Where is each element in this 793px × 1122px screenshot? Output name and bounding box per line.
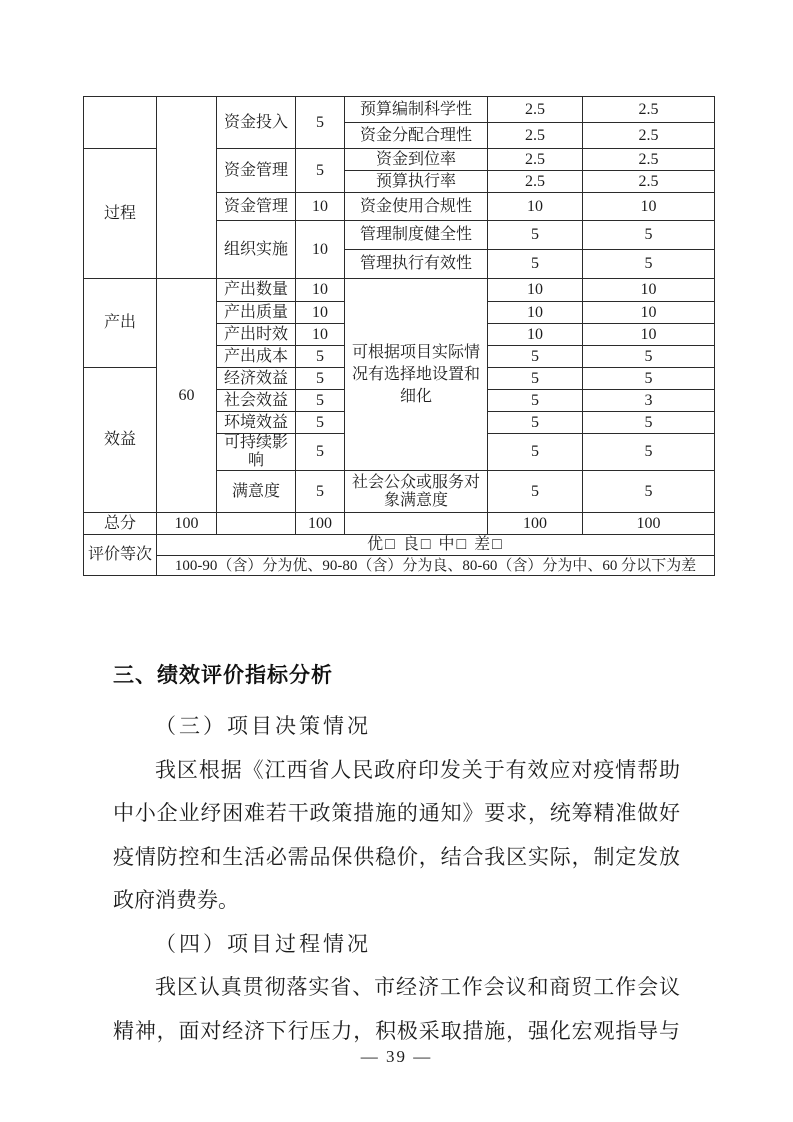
table-cell: 2.5 bbox=[488, 123, 583, 149]
table-cell: 预算执行率 bbox=[345, 171, 488, 193]
table-cell: 资金投入 bbox=[217, 97, 296, 149]
table-cell: 5 bbox=[488, 390, 583, 412]
table-cell: 过程 bbox=[84, 149, 157, 279]
table-cell: 60 bbox=[157, 279, 217, 513]
table-row bbox=[84, 97, 715, 123]
table-cell: 产出质量 bbox=[217, 302, 296, 324]
table-cell: 2.5 bbox=[488, 171, 583, 193]
table-row bbox=[84, 513, 715, 535]
table-cell: 可根据项目实际情况有选择地设置和细化 bbox=[345, 279, 488, 471]
table-cell: 资金到位率 bbox=[345, 149, 488, 171]
table-cell: 10 bbox=[583, 302, 715, 324]
table-cell: 可持续影响 bbox=[217, 434, 296, 471]
table-cell: 5 bbox=[488, 471, 583, 513]
table-cell: 10 bbox=[296, 221, 345, 279]
table-cell: 预算编制科学性 bbox=[345, 97, 488, 123]
table-cell: 5 bbox=[583, 250, 715, 279]
table-cell: 10 bbox=[583, 279, 715, 302]
table-cell: 5 bbox=[583, 412, 715, 434]
table-cell bbox=[157, 97, 217, 279]
table-cell: 经济效益 bbox=[217, 368, 296, 390]
table-cell bbox=[84, 97, 157, 149]
table-cell: 10 bbox=[296, 193, 345, 221]
table-cell: 产出时效 bbox=[217, 324, 296, 346]
table-cell: 5 bbox=[488, 221, 583, 250]
table-cell: 100 bbox=[488, 513, 583, 535]
table-cell: 产出数量 bbox=[217, 279, 296, 302]
table-cell: 5 bbox=[296, 412, 345, 434]
table-cell: 5 bbox=[296, 471, 345, 513]
table-cell: 管理执行有效性 bbox=[345, 250, 488, 279]
table-body bbox=[84, 97, 715, 576]
table-cell: 2.5 bbox=[583, 149, 715, 171]
table-row bbox=[84, 279, 715, 302]
table-cell: 产出成本 bbox=[217, 346, 296, 368]
table-cell: 资金分配合理性 bbox=[345, 123, 488, 149]
body-text bbox=[113, 654, 680, 1053]
table-cell: 5 bbox=[583, 471, 715, 513]
table-cell: 3 bbox=[583, 390, 715, 412]
table-cell: 10 bbox=[583, 324, 715, 346]
table-cell: 5 bbox=[296, 346, 345, 368]
table-cell: 环境效益 bbox=[217, 412, 296, 434]
paragraph-line: 精神，面对经济下行压力，积极采取措施，强化宏观指导与 bbox=[113, 1018, 680, 1043]
table-cell: 10 bbox=[296, 302, 345, 324]
table-cell: 100 bbox=[583, 513, 715, 535]
table-cell: 5 bbox=[296, 97, 345, 149]
subsection-heading-3: （三）项目决策情况 bbox=[155, 714, 371, 738]
table-cell: 组织实施 bbox=[217, 221, 296, 279]
table-cell: 2.5 bbox=[583, 123, 715, 149]
table-cell: 5 bbox=[583, 221, 715, 250]
table-cell: 10 bbox=[296, 279, 345, 302]
table-cell: 5 bbox=[583, 346, 715, 368]
table-cell: 2.5 bbox=[583, 171, 715, 193]
table-cell: 2.5 bbox=[583, 97, 715, 123]
paragraph-line: 中小企业纾困难若干政策措施的通知》要求，统筹精准做好 bbox=[113, 801, 680, 825]
paragraph-line: 我区根据《江西省人民政府印发关于有效应对疫情帮助 bbox=[155, 757, 680, 782]
table-cell: 满意度 bbox=[217, 471, 296, 513]
table-cell: 5 bbox=[583, 434, 715, 471]
section-heading: 三、绩效评价指标分析 bbox=[113, 664, 333, 687]
table-cell: 5 bbox=[296, 149, 345, 193]
subsection-heading-4: （四）项目过程情况 bbox=[155, 931, 371, 956]
table-cell: 5 bbox=[488, 434, 583, 471]
table-cell: 总分 bbox=[84, 513, 157, 535]
table-row bbox=[84, 556, 715, 576]
table-cell: 2.5 bbox=[488, 97, 583, 123]
table-cell: 10 bbox=[488, 324, 583, 346]
page-number: — 39 — bbox=[360, 1047, 433, 1066]
table-cell: 100-90（含）分为优、90-80（含）分为良、80-60（含）分为中、60 分以下为差 bbox=[157, 556, 715, 576]
table-cell: 社会公众或服务对象满意度 bbox=[345, 471, 488, 513]
table-cell: 5 bbox=[488, 346, 583, 368]
table-cell: 5 bbox=[488, 412, 583, 434]
table-cell: 5 bbox=[296, 390, 345, 412]
table-cell bbox=[217, 513, 296, 535]
table-cell: 10 bbox=[488, 193, 583, 221]
table-cell: 5 bbox=[583, 368, 715, 390]
table-cell: 100 bbox=[157, 513, 217, 535]
table-cell: 100 bbox=[296, 513, 345, 535]
table-cell: 优□ 良□ 中□ 差□ bbox=[157, 535, 715, 556]
table-cell: 5 bbox=[296, 368, 345, 390]
table-cell: 管理制度健全性 bbox=[345, 221, 488, 250]
performance-indicator-table bbox=[83, 96, 715, 576]
table-cell: 10 bbox=[583, 193, 715, 221]
paragraph-line: 我区认真贯彻落实省、市经济工作会议和商贸工作会议 bbox=[155, 975, 680, 999]
table-cell: 10 bbox=[488, 302, 583, 324]
table-cell: 5 bbox=[488, 368, 583, 390]
paragraph-line: 政府消费券。 bbox=[113, 888, 239, 912]
table-cell: 社会效益 bbox=[217, 390, 296, 412]
table-cell: 10 bbox=[296, 324, 345, 346]
table-cell: 5 bbox=[488, 250, 583, 279]
table-cell: 10 bbox=[488, 279, 583, 302]
paragraph-line: 疫情防控和生活必需品保供稳价，结合我区实际，制定发放 bbox=[113, 844, 680, 869]
table-cell: 资金管理 bbox=[217, 193, 296, 221]
table-cell: 2.5 bbox=[488, 149, 583, 171]
table-cell: 效益 bbox=[84, 368, 157, 513]
table-cell: 资金使用合规性 bbox=[345, 193, 488, 221]
table-row bbox=[84, 535, 715, 556]
table-cell: 评价等次 bbox=[84, 535, 157, 576]
table-cell: 产出 bbox=[84, 279, 157, 368]
table-cell bbox=[345, 513, 488, 535]
table-cell: 5 bbox=[296, 434, 345, 471]
table-cell: 资金管理 bbox=[217, 149, 296, 193]
